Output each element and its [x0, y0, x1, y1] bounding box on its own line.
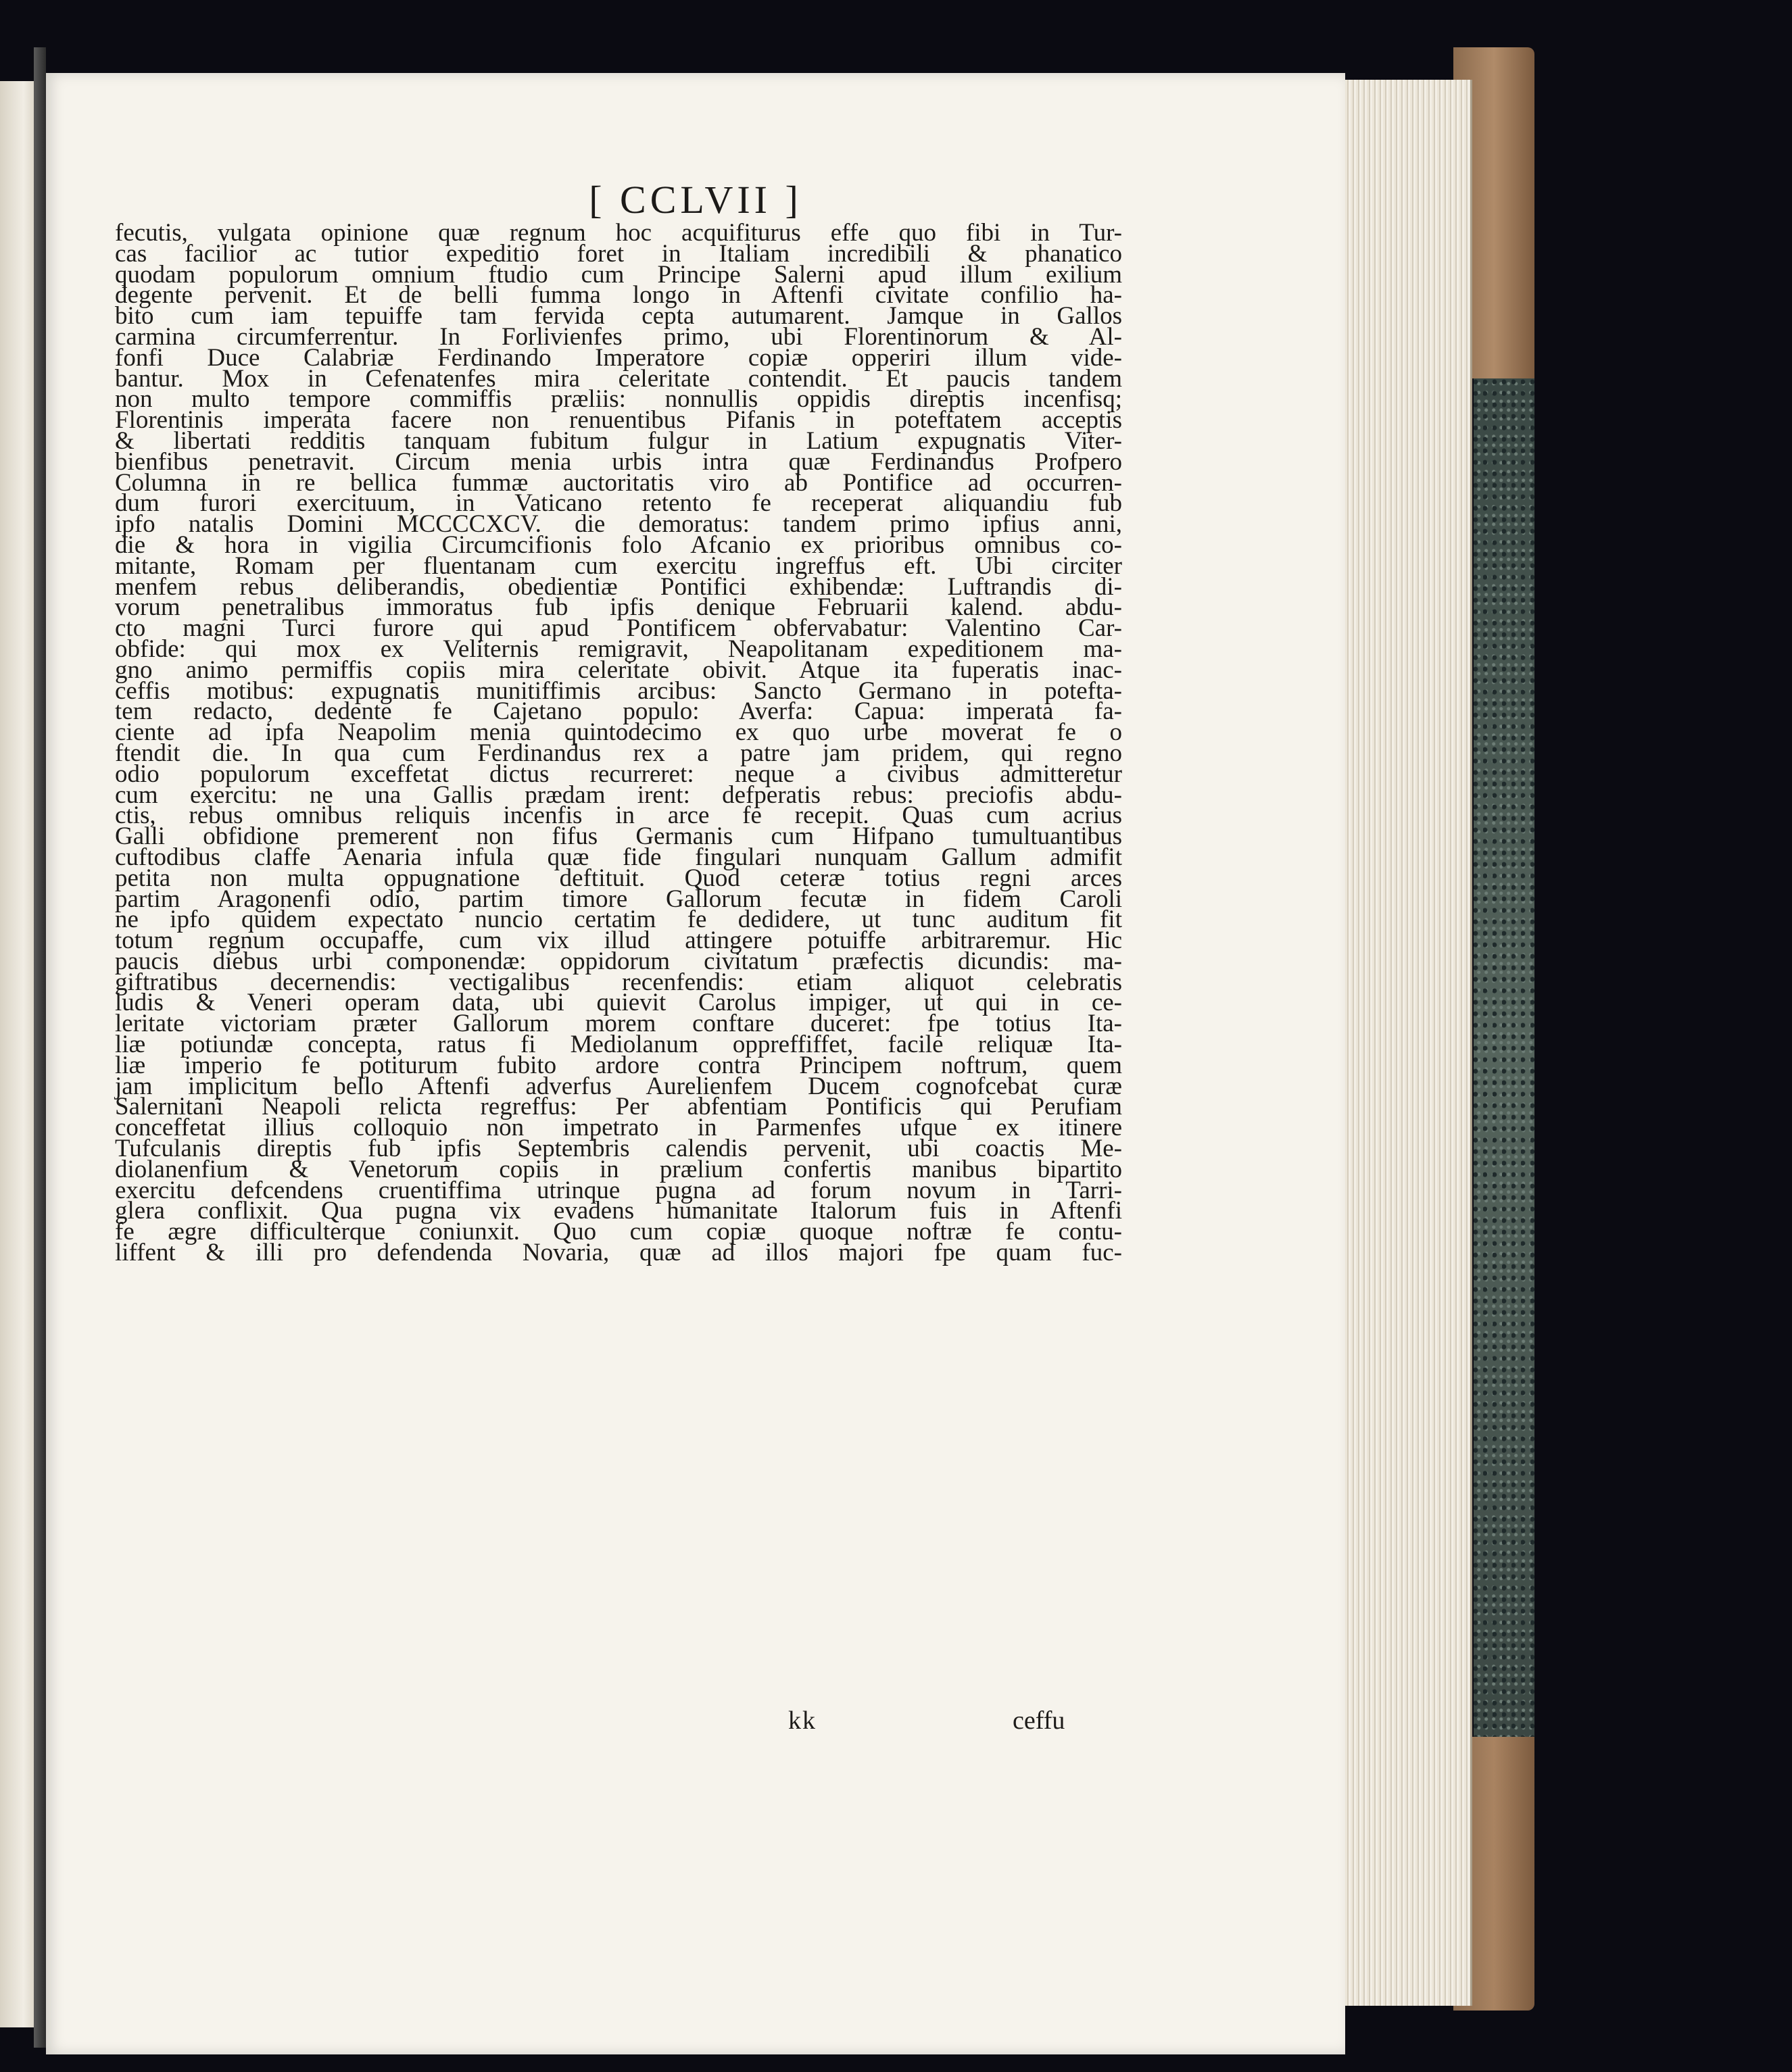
text-line: Florentinis imperata facere non renuentibus Pifanis in poteftatem acceptis: [115, 406, 1122, 435]
text-line: bienfibus penetravit. Circum menia urbis intra quæ Ferdinandus Profpero: [115, 447, 1122, 476]
text-line: menfem rebus deliberandis, obedientiæ Pontifici exhibendæ: Luftrandis di-: [115, 572, 1122, 601]
text-line: fe ægre difficulterque coniunxit. Quo cum copiæ quoque noftræ fe contu-: [115, 1218, 1122, 1246]
text-line: giftratibus decernendis: vectigalibus recenfendis: etiam aliquot celebratis: [115, 968, 1122, 996]
text-line: & libertati redditis tanquam fubitum fulgur in Latium expugnatis Viter-: [115, 426, 1122, 455]
text-line: Columna in re bellica fummæ auctoritatis viro ab Pontifice ad occurren-: [115, 468, 1122, 497]
signature-mark: kk: [788, 1706, 817, 1735]
facing-page-edge: [0, 81, 34, 2027]
page-block-edges: [1345, 80, 1472, 2006]
text-line: ciente ad ipfa Neapolim menia quintodecimo ex quo urbe moverat fe o: [115, 718, 1122, 747]
text-line: petita non multa oppugnatione deftituit. Quod ceteræ totius regni arces: [115, 864, 1122, 892]
text-line: bantur. Mox in Cefenatenfes mira celeritate contendit. Et paucis tandem: [115, 364, 1122, 393]
text-line: diolanenfium & Venetorum copiis in prælium confertis manibus bipartito: [115, 1155, 1122, 1183]
text-line: degente pervenit. Et de belli fumma longo in Aftenfi civitate confilio ha-: [115, 281, 1122, 310]
page-number-header: [ CCLVII ]: [589, 178, 802, 222]
text-line: mitante, Romam per fluentanam cum exercitu ingreffus eft. Ubi circiter: [115, 551, 1122, 580]
text-line: exercitu defcendens cruentiffima utrinque pugna ad forum novum in Tarri-: [115, 1176, 1122, 1204]
text-line: liæ imperio fe potiturum fubito ardore contra Principem noftrum, quem: [115, 1051, 1122, 1079]
text-line: carmina circumferrentur. In Forlivienfes primo, ubi Florentinorum & Al-: [115, 322, 1122, 351]
text-line: bito cum iam tepuiffe tam fervida cepta autumarent. Jamque in Gallos: [115, 302, 1122, 330]
text-line: fecutis, vulgata opinione quæ regnum hoc acquifiturus effe quo fibi in Tur-: [115, 219, 1122, 247]
text-line: obfide: qui mox ex Veliternis remigravit, Neapolitanam expeditionem ma-: [115, 635, 1122, 663]
text-line: ftendit die. In qua cum Ferdinandus rex a patre jam pridem, qui regno: [115, 739, 1122, 767]
text-line: jam implicitum bello Aftenfi adverfus Aurelienfem Ducem cognofcebat curæ: [115, 1072, 1122, 1100]
text-line: dum furori exercituum, in Vaticano retento fe receperat aliquandiu fub: [115, 489, 1122, 518]
text-line: ctis, rebus omnibus reliquis incenfis in arce fe recepit. Quas cum acrius: [115, 801, 1122, 830]
text-line: tem redacto, dedente fe Cajetano populo: Averfa: Capua: imperata fa-: [115, 697, 1122, 726]
text-line: odio populorum exceffetat dictus recurreret: neque a civibus admitteretur: [115, 760, 1122, 788]
text-line: paucis diebus urbi componendæ: oppidorum civitatum præfectis dicundis: ma-: [115, 947, 1122, 975]
text-line: totum regnum occupaffe, cum vix illud attingere potuiffe arbitraremur. Hic: [115, 927, 1122, 955]
text-line: cto magni Turci furore qui apud Pontificem obfervabatur: Valentino Car-: [115, 614, 1122, 643]
binding-gutter: [34, 47, 46, 2048]
text-line: quodam populorum omnium ftudio cum Principe Salerni apud illum exilium: [115, 260, 1122, 289]
text-line: cuftodibus claffe Aenaria infula quæ fide fingulari nunquam Gallum admifit: [115, 843, 1122, 871]
text-line: leritate victoriam præter Gallorum morem conftare duceret: fpe totius Ita-: [115, 1010, 1122, 1038]
text-line: ceffis motibus: expugnatis munitiffimis arcibus: Sancto Germano in potefta-: [115, 676, 1122, 705]
text-line: die & hora in vigilia Circumcifionis folo Afcanio ex prioribus omnibus co-: [115, 531, 1122, 559]
text-line: Galli obfidione premerent non fifus Germanis cum Hifpano tumultuantibus: [115, 822, 1122, 851]
text-line: gno animo permiffis copiis mira celeritate obivit. Atque ita fuperatis inac-: [115, 656, 1122, 684]
text-line: non multo tempore commiffis præliis: nonnullis oppidis direptis incenfisq;: [115, 385, 1122, 414]
body-text: [115, 219, 1122, 1267]
text-line: Salernitani Neapoli relicta regreffus: Per abfentiam Pontificis qui Perufiam: [115, 1093, 1122, 1121]
text-line: fonfi Duce Calabriæ Ferdinando Imperatore copiæ opperiri illum vide-: [115, 343, 1122, 372]
text-line: cum exercitu: ne una Gallis prædam irent: defperatis rebus: preciofis abdu-: [115, 781, 1122, 809]
text-line: vorum penetralibus immoratus fub ipfis denique Februarii kalend. abdu-: [115, 593, 1122, 622]
text-line: Tufculanis direptis fub ipfis Septembris calendis pervenit, ubi coactis Me-: [115, 1135, 1122, 1163]
text-line: ludis & Veneri operam data, ubi quievit Carolus impiger, ut qui in ce-: [115, 989, 1122, 1017]
text-line: cas facilior ac tutior expeditio foret in Italiam incredibili & phanatico: [115, 239, 1122, 268]
text-line: glera conflixit. Qua pugna vix evadens humanitate Italorum fuis in Aftenfi: [115, 1197, 1122, 1225]
text-line: conceffetat illius colloquio non impetrato in Parmenfes ufque ex itinere: [115, 1114, 1122, 1142]
text-line: ipfo natalis Domini MCCCCXCV. die demoratus: tandem primo ipfius anni,: [115, 510, 1122, 539]
book-page: [46, 73, 1345, 2054]
text-line: ne ipfo quidem expectato nuncio certatim fe dedidere, ut tunc auditum fit: [115, 906, 1122, 934]
text-line: liffent & illi pro defendenda Novaria, quæ ad illos majori fpe quam fuc-: [115, 1239, 1122, 1267]
marbled-board: [1474, 378, 1534, 1737]
text-line: partim Aragonenfi odio, partim timore Gallorum fecutæ in fidem Caroli: [115, 885, 1122, 913]
catchword: ceffu: [1013, 1706, 1065, 1735]
text-line: liæ potiundæ concepta, ratus fi Mediolanum oppreffiffet, facile reliquæ Ita-: [115, 1031, 1122, 1059]
